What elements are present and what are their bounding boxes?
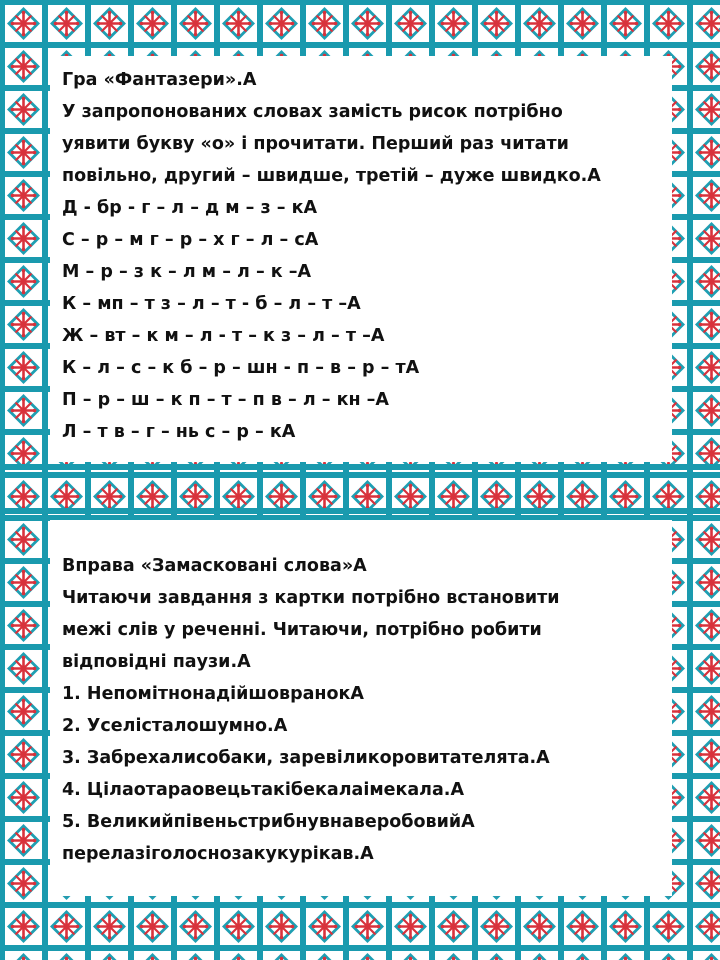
exercise-intro-line: межі слів у реченні. Читаючи, потрібно робити	[62, 620, 542, 640]
game-word-line: К – л – с – к б – р – шн - п – в – р – тА	[62, 358, 420, 378]
game-intro-line: У запропонованих словах замість рисок потрібно	[62, 102, 563, 122]
exercise-card	[50, 520, 672, 896]
game-word-line: С – р – м г – р – х г – л – сА	[62, 230, 319, 250]
game-intro-line: повільно, другий – швидше, третій – дуже швидко.А	[62, 166, 601, 186]
game-word-line: Д - бр - г – л – д м – з – кА	[62, 198, 318, 218]
exercise-intro-line: відповідні паузи.А	[62, 652, 251, 672]
exercise-item: перелазіголоснозакукурікав.А	[62, 844, 374, 864]
game-title: Гра «Фантазери».А	[62, 70, 257, 90]
game-word-line: Ж – вт – к м – л - т – к з – л – т –А	[62, 326, 385, 346]
exercise-item: 5. ВеликийпівеньстрибнувнаверобовийА	[62, 812, 475, 832]
game-card	[50, 56, 672, 462]
game-word-line: К – мп – т з – л – т - б – л – т –А	[62, 294, 361, 314]
game-word-line: М – р – з к – л м – л – к –А	[62, 262, 312, 282]
game-word-line: Л – т в – г – нь с – р – кА	[62, 422, 296, 442]
exercise-item: 4. Цілаотараовецьтакібекалаімекала.А	[62, 780, 464, 800]
exercise-intro-line: Читаючи завдання з картки потрібно встановити	[62, 588, 560, 608]
game-intro-line: уявити букву «о» і прочитати. Перший раз читати	[62, 134, 569, 154]
exercise-item: 2. Уселісталошумно.А	[62, 716, 288, 736]
game-word-line: П – р – ш – к п – т – п в – л – кн –А	[62, 390, 389, 410]
exercise-title: Вправа «Замасковані слова»А	[62, 556, 367, 576]
exercise-item: 1. НепомітнонадійшовранокА	[62, 684, 364, 704]
exercise-item: 3. Забрехалисобаки, заревіликоровитателята.А	[62, 748, 550, 768]
